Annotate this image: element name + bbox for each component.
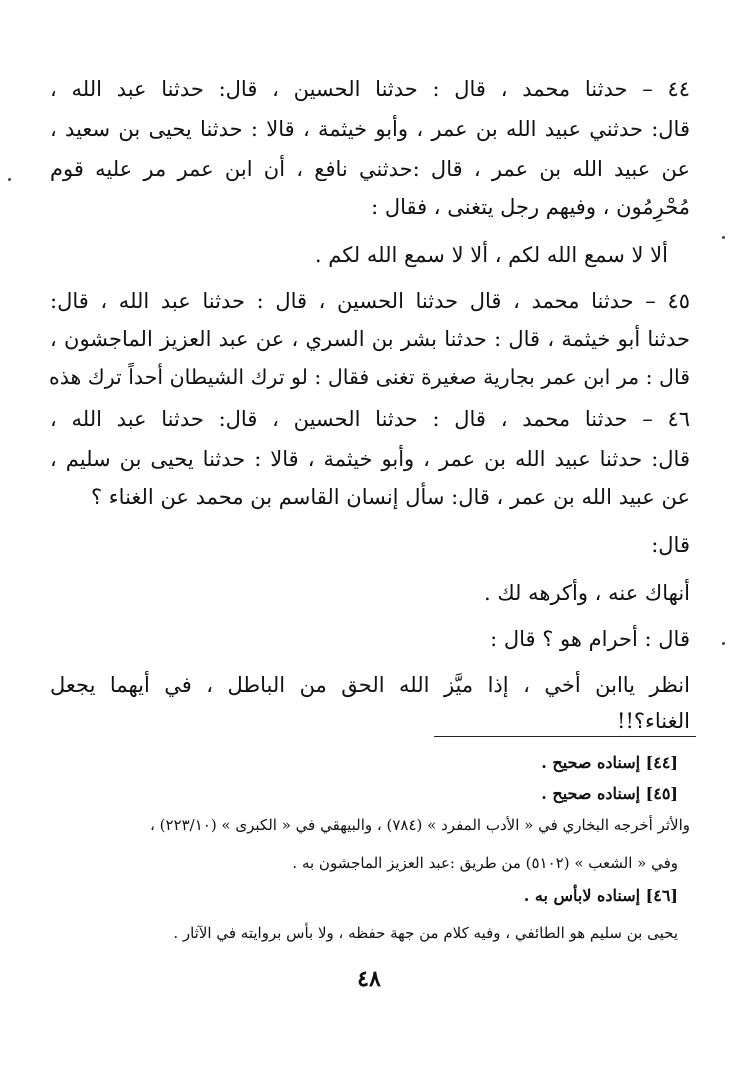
text-line-14: قال : أحرام هو ؟ قال : [490, 627, 690, 651]
footnote-46-detail: يحيى بن سليم هو الطائفي ، وفيه كلام من جهة حفظه ، ولا بأس بروايته في الآثار . [173, 924, 678, 942]
text-line-12: قال: [651, 533, 690, 557]
footnote-45-detail-1: والأثر أخرجه البخاري في « الأدب المفرد » (٧٨٤) ، والبيهقي في « الكبرى » (٢٢٣/١٠) ، [150, 816, 690, 834]
footnote-46: [٤٦] إسناده لابأس به . [523, 886, 678, 905]
text-line-1: ٤٤ – حدثنا محمد ، قال : حدثنا الحسين ، قال: حدثنا عبد الله ، [50, 77, 690, 101]
text-line-6: ٤٥ – حدثنا محمد ، قال حدثنا الحسين ، قال : حدثنا عبد الله ، قال: [50, 289, 690, 313]
text-line-8: قال : مر ابن عمر بجارية صغيرة تغنى فقال : لو ترك الشيطان أحداً ترك هذه [48, 365, 690, 389]
footnote-45-detail-2: وفي « الشعب » (٥١٠٢) من طريق :عبد العزيز الماجشون به . [292, 854, 678, 872]
page-number: ٤٨ [357, 966, 381, 992]
text-line-3: عن عبيد الله بن عمر ، قال :حدثني نافع ، أن ابن عمر مر عليه قوم [50, 157, 690, 181]
text-line-4: مُحْرِمُون ، وفيهم رجل يتغنى ، فقال : [371, 195, 690, 219]
footnote-separator [434, 736, 696, 737]
text-line-7: حدثنا أبو خيثمة ، قال : حدثنا بشر بن السري ، عن عبد العزيز الماجشون ، [50, 327, 690, 351]
text-line-15: انظر ياابن أخي ، إذا ميَّز الله الحق من الباطل ، في أيهما يجعل [50, 673, 690, 697]
scan-speck [722, 236, 725, 239]
text-line-11: عن عبيد الله بن عمر ، قال: سأل إنسان القاسم بن محمد عن الغناء ؟ [90, 485, 690, 509]
text-line-10: قال: حدثنا عبيد الله بن عمر ، وأبو خيثمة ، قالا : حدثنا يحيى بن سليم ، [50, 447, 690, 471]
text-line-13: أنهاك عنه ، وأكرهه لك . [483, 581, 690, 605]
footnote-45: [٤٥] إسناده صحيح . [541, 784, 678, 803]
text-line-16: الغناء؟!! [617, 709, 690, 733]
footnote-44: [٤٤] إسناده صحيح . [541, 753, 678, 772]
text-line-9: ٤٦ – حدثنا محمد ، قال : حدثنا الحسين ، قال: حدثنا عبد الله ، [50, 407, 690, 431]
text-line-5: ألا لا سمع الله لكم ، ألا لا سمع الله لكم . [314, 243, 668, 267]
scan-speck [8, 178, 11, 181]
scan-speck [722, 642, 725, 645]
text-line-2: قال: حدثني عبيد الله بن عمر ، وأبو خيثمة ، قالا : حدثنا يحيى بن سعيد ، [50, 117, 690, 141]
